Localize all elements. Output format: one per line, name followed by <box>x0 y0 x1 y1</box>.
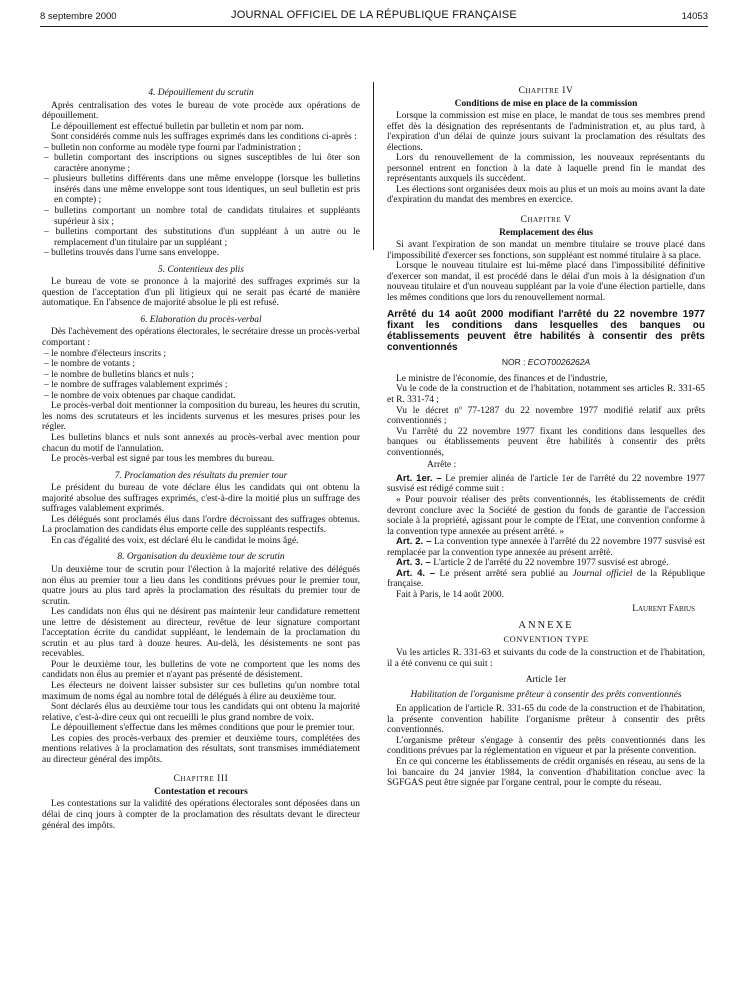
article-text: Le présent arrêté sera publié au <box>439 568 573 579</box>
paragraph: Les élections sont organisées deux mois au plus et un mois au moins avant la date d'expiration du mandat des membres en exercice. <box>387 184 705 206</box>
paragraph: Lorsque le nouveau titulaire est lui-même placé dans l'impossibilité définitive d'exercer son mandat, il est procédé dans le délai d'un mois à la désignation d'un nouveau titulaire et d'un nouveau suppléant par la voie d'une élection partielle, dans les mêmes conditions que lors du renouvellement normal. <box>387 261 705 303</box>
paragraph: Sont déclarés élus au deuxième tour tous les candidats qui ont obtenu la majorité relative, c'est-à-dire ceux qui ont recueilli le plus grand nombre de voix. <box>42 702 360 723</box>
chapter-label: Chapitre III <box>173 774 229 785</box>
list-item: – bulletins comportant des substitutions d'un suppléant à un autre ou le remplacement d'un titulaire par un suppléant ; <box>42 227 360 248</box>
article-text: L'article 2 de l'arrêté du 22 novembre 1977 susvisé est abrogé. <box>433 558 669 569</box>
header-rule <box>40 26 708 27</box>
paragraph: Sont considérés comme nuls les suffrages exprimés dans les conditions ci-après : <box>51 132 357 143</box>
paragraph: En cas d'égalité des voix, est déclaré élu le candidat le moins âgé. <box>51 535 299 546</box>
paragraph: Le président du bureau de vote déclare élus les candidats qui ont obtenu la majorité absolue des suffrages exprimés, c'est-à-dire la moitié plus un suffrage des suffrages valablement exprimés. <box>42 483 360 515</box>
section-title: 8. Organisation du deuxième tour de scrutin <box>117 552 285 563</box>
arrete-title: Arrêté du 14 août 2000 modifiant l'arrêté du 22 novembre 1977 fixant les conditions dans lesquelles des banques ou établissements peuvent être habilités à consentir des prêts conventionnés <box>387 309 705 354</box>
convention-type-heading: CONVENTION TYPE <box>503 633 589 644</box>
article-text: La convention type annexée à l'arrêté du 22 novembre 1977 susvisé est remplacée par la convention type annexée au présent arrêté. <box>387 537 705 558</box>
right-column <box>387 86 705 789</box>
article-paragraph <box>387 569 705 590</box>
nor-code: ECOT0026262A <box>527 357 591 368</box>
paragraph: Lors du renouvellement de la commission, les nouveaux représentants du personnel entrent en fonction à la date à laquelle prend fin le mandat des représentants auxquels ils succèdent. <box>387 153 705 185</box>
article-heading: Article 1er <box>525 675 567 686</box>
article-paragraph <box>387 474 705 495</box>
paragraph: Si avant l'expiration de son mandat un membre titulaire se trouve placé dans l'impossibilité d'exercer ses fonctions, son suppléant est nommé titulaire à sa place. <box>387 240 705 261</box>
paragraph: Lorsque la commission est mise en place, le mandat de tous ses membres prend effet dès la désignation des représentants de l'administration et, au plus tard, à l'expiration d'un délai de quinze jours suivant la proclamation des résultats des élections. <box>387 111 705 153</box>
arrete-label: Arrête : <box>427 460 457 471</box>
paragraph: Le bureau de vote se prononce à la majorité des suffrages exprimés sur la question de l'acceptation d'un pli litigieux qui ne serait pas écarté de manière automatique. En l'absence de majorité absolue le pli est refusé. <box>42 277 360 309</box>
paragraph: Dès l'achèvement des opérations électorales, le secrétaire dresse un procès-verbal comportant : <box>42 327 360 349</box>
paragraph: Les contestations sur la validité des opérations électorales sont déposées dans un délai de cinq jours à compter de la proclamation des résultats devant le directeur général des impôts. <box>42 799 360 831</box>
paragraph: Le dépouillement s'effectue dans les mêmes conditions que pour le premier tour. <box>51 723 355 734</box>
paragraph: Vu l'arrêté du 22 novembre 1977 fixant les conditions dans lesquelles des banques ou établissements peuvent être habilités à consentir des prêts conventionnés, <box>387 426 705 458</box>
list-item: – le nombre de bulletins blancs et nuls ; <box>42 370 360 381</box>
article-text: Le premier alinéa de l'article 1er de l'arrêté du 22 novembre 1977 susvisé est rédigé comme suit : <box>387 473 706 495</box>
nullity-list <box>42 143 360 259</box>
paragraph: Les copies des procès-verbaux des premier et deuxième tours, complétées des mentions relatives à la proclamation des résultats, sont transmises immédiatement au directeur général des impôts. <box>42 733 360 765</box>
nor-label: NOR : <box>501 357 528 368</box>
column-divider <box>373 82 374 250</box>
page-header <box>40 8 708 24</box>
list-item: – bulletins comportant un nombre total de candidats titulaires et suppléants supérieur à six ; <box>42 206 360 227</box>
paragraph: Le procès-verbal doit mentionner la composition du bureau, les heures du scrutin, les noms des scrutateurs et les incidents survenus et les mesures prises pour les régler. <box>42 401 360 433</box>
article-paragraph <box>387 537 705 558</box>
paragraph: Fait à Paris, le 14 août 2000. <box>396 589 504 600</box>
header-journal-title: JOURNAL OFFICIEL DE LA RÉPUBLIQUE FRANÇAISE <box>231 9 517 21</box>
section-title: 6. Elaboration du procès-verbal <box>140 314 262 325</box>
paragraph: Vu le code de la construction et de l'habitation, notamment ses articles R. 331-65 et R. 331-74 ; <box>387 384 705 406</box>
header-date: 8 septembre 2000 <box>40 11 117 22</box>
chapter-title: Remplacement des élus <box>499 227 593 238</box>
annexe-heading: ANNEXE <box>518 619 574 631</box>
paragraph: Les électeurs ne doivent laisser subsister sur ces bulletins qu'un nombre total maximum de noms égal au nombre total de délégués à élire au deuxième tour. <box>42 680 360 702</box>
chapter-title: Contestation et recours <box>154 786 248 797</box>
nor-reference <box>387 357 705 368</box>
list-item: – le nombre de votants ; <box>42 359 360 370</box>
list-item: – bulletin non conforme au modèle type fourni par l'administration ; <box>42 143 360 154</box>
article-subtitle: Habilitation de l'organisme prêteur à consentir des prêts conventionnés <box>410 689 682 700</box>
chapter-label: Chapitre V <box>520 215 572 226</box>
chapter-label: Chapitre IV <box>518 86 574 96</box>
article-label: Art. 3. – <box>396 557 431 569</box>
list-item: – le nombre d'électeurs inscrits ; <box>42 349 360 360</box>
paragraph: Le procès-verbal est signé par tous les membres du bureau. <box>51 454 275 465</box>
left-column <box>42 86 360 831</box>
list-item: – le nombre de suffrages valablement exprimés ; <box>42 380 360 391</box>
article-label: Art. 4. – <box>396 567 435 579</box>
paragraph: Pour le deuxième tour, les bulletins de vote ne comportent que les noms des candidats non élus au premier et n'ayant pas présenté de désistement. <box>42 659 360 681</box>
paragraph: Les candidats non élus qui ne désirent pas maintenir leur candidature remettent une lettre de désistement au directeur, revêtue de leur signature comportant l'acceptation écrite du candidat suppléant, le lendemain de la proclamation du scrutin et au plus tard à douze heures. Au-delà, les désistements ne sont pas recevables. <box>42 607 360 660</box>
article-label: Art. 1er. – <box>396 472 442 484</box>
list-item: – le nombre de voix obtenues par chaque candidat. <box>42 391 360 402</box>
article-label: Art. 2. – <box>396 536 432 548</box>
signature: Laurent Fabius <box>632 604 695 615</box>
list-item: – bulletin comportant des inscriptions ou signes susceptibles de lui ôter son caractère anonyme ; <box>42 153 360 174</box>
paragraph: L'organisme prêteur s'engage à consentir des prêts conventionnés dans les conditions prévues par la réglementation en vigueur et par la présente convention. <box>387 735 705 757</box>
paragraph: Le dépouillement est effectué bulletin par bulletin et nom par nom. <box>51 121 304 132</box>
article-text: de la République française. <box>387 568 705 590</box>
list-item: – plusieurs bulletins différents dans une même enveloppe (lorsque les bulletins insérés dans une même enveloppe sont tous identiques, un seul bulletin est pris en compte) ; <box>42 174 360 206</box>
list-item: – bulletins trouvés dans l'urne sans enveloppe. <box>42 248 360 259</box>
paragraph: Les bulletins blancs et nuls sont annexés au procès-verbal avec mention pour chacun du motif de l'annulation. <box>42 432 360 454</box>
paragraph: Le ministre de l'économie, des finances et de l'industrie, <box>396 373 608 384</box>
header-page-number: 14053 <box>681 11 708 22</box>
paragraph: Les délégués sont proclamés élus dans l'ordre décroissant des suffrages obtenus. La proclamation des candidats élus emporte celle des suppléants respectifs. <box>42 514 360 536</box>
paragraph: Vu les articles R. 331-63 et suivants du code de la construction et de l'habitation, il a été convenu ce qui suit : <box>387 648 705 669</box>
journal-name: Journal officiel <box>572 568 633 579</box>
paragraph: En application de l'article R. 331-65 du code de la construction et de l'habitation, la présente convention habilite l'organisme prêteur à consentir des prêts conventionnés. <box>387 704 705 736</box>
section-title: 4. Dépouillement du scrutin <box>148 88 254 98</box>
section-title: 5. Contentieux des plis <box>158 264 244 275</box>
section-title: 7. Proclamation des résultats du premier tour <box>114 470 288 481</box>
chapter-title: Conditions de mise en place de la commission <box>454 98 638 109</box>
paragraph: « Pour pouvoir réaliser des prêts conventionnés, les établissements de crédit devront conclure avec la Société de gestion du fonds de garantie de l'accession sociale à la propriété, agissant pour le compte de l'Etat, une convention conforme à la convention type annexée au présent arrêté. » <box>387 494 705 537</box>
proces-verbal-list <box>42 349 360 402</box>
paragraph: Vu le décret nº 77-1287 du 22 novembre 1977 modifié relatif aux prêts conventionnés ; <box>387 405 705 427</box>
paragraph: En ce qui concerne les établissements de crédit organisés en réseau, au sens de la loi bancaire du 24 janvier 1984, la convention d'habilitation conclue avec la SGFGAS peut être signée par l'organe central, pour le compte du réseau. <box>387 756 705 789</box>
paragraph: Après centralisation des votes le bureau de vote procède aux opérations de dépouillement. <box>42 100 360 122</box>
paragraph: Un deuxième tour de scrutin pour l'élection à la majorité relative des délégués non élus au premier tour a lieu dans les conditions prévues pour le premier tour, quatre jours au plus tard après la proclamation des résultats du premier tour de scrutin. <box>42 564 360 607</box>
